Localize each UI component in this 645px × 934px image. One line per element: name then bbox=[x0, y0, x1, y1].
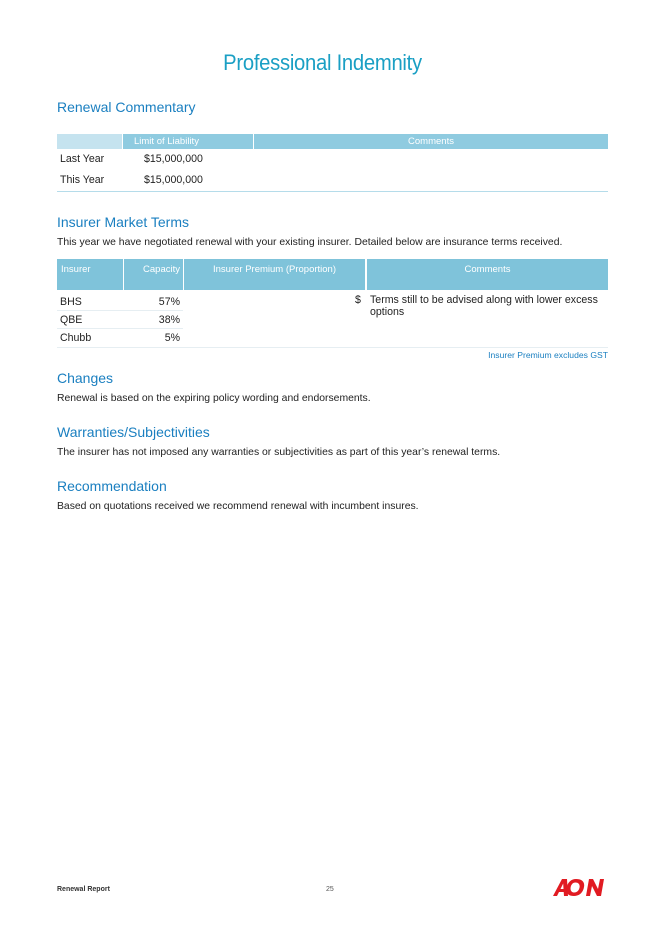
insurer-name: BHS bbox=[60, 296, 82, 308]
insurer-table-header bbox=[57, 259, 608, 290]
renewal-table bbox=[57, 134, 608, 192]
aon-logo bbox=[552, 876, 608, 898]
warranties-heading: Warranties/Subjectivities bbox=[57, 424, 210, 440]
row-limit: $15,000,000 bbox=[144, 153, 203, 165]
changes-heading: Changes bbox=[57, 370, 114, 386]
footer-report-title: Renewal Report bbox=[57, 886, 110, 893]
insurer-name: QBE bbox=[60, 314, 83, 326]
gst-note: Insurer Premium excludes GST bbox=[488, 350, 608, 360]
table-row bbox=[57, 149, 608, 170]
row-label: Last Year bbox=[60, 153, 105, 165]
insurer-capacity: 57% bbox=[158, 296, 180, 308]
page-title: Professional Indemnity bbox=[223, 50, 422, 75]
header-limit-of-liability: Limit of Liability bbox=[123, 134, 253, 149]
insurer-premium-value: $ bbox=[355, 294, 361, 306]
insurer-table bbox=[57, 259, 608, 346]
renewal-commentary-heading: Renewal Commentary bbox=[57, 99, 196, 115]
changes-text: Renewal is based on the expiring policy wording and endorsements. bbox=[57, 393, 371, 404]
header-blank-cell bbox=[57, 134, 122, 149]
warranties-text: The insurer has not imposed any warranties or subjectivities as part of this year’s renewal terms. bbox=[57, 447, 501, 458]
table-divider bbox=[57, 347, 608, 348]
table-row bbox=[57, 170, 608, 192]
market-intro-text: This year we have negotiated renewal with your existing insurer. Detailed below are insurance terms received. bbox=[57, 237, 563, 248]
row-label: This Year bbox=[60, 174, 105, 186]
insurer-capacity: 38% bbox=[158, 314, 180, 326]
row-limit: $15,000,000 bbox=[144, 174, 203, 186]
table-row bbox=[57, 293, 183, 311]
header-insurer-premium: Insurer Premium (Proportion) bbox=[184, 259, 365, 290]
recommendation-text: Based on quotations received we recommend renewal with incumbent insures. bbox=[57, 501, 419, 512]
renewal-table-header bbox=[57, 134, 608, 149]
footer-page-number: 25 bbox=[326, 886, 334, 893]
recommendation-heading: Recommendation bbox=[57, 478, 167, 494]
header-comments: Comments bbox=[367, 259, 608, 290]
insurer-comment: Terms still to be advised along with lower excess options bbox=[370, 294, 598, 318]
insurer-capacity: 5% bbox=[164, 332, 180, 344]
header-insurer: Insurer bbox=[57, 259, 123, 290]
table-row bbox=[57, 311, 183, 329]
header-capacity: Capacity bbox=[124, 259, 183, 290]
table-row bbox=[57, 329, 183, 346]
header-comments: Comments bbox=[254, 134, 608, 149]
insurer-name: Chubb bbox=[60, 332, 92, 344]
insurer-market-terms-heading: Insurer Market Terms bbox=[57, 214, 189, 230]
